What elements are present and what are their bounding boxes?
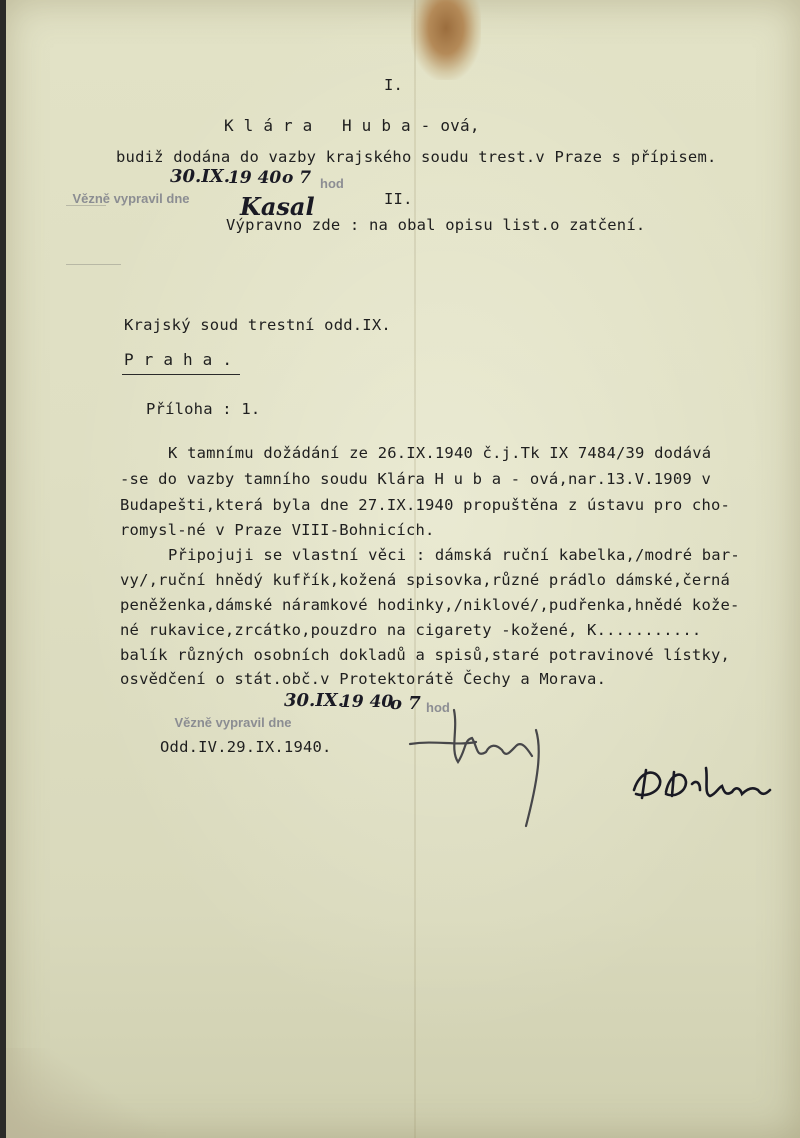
instruction-line: budiž dodána do vazby krajského soudu trest.v Praze s přípisem.: [116, 148, 717, 166]
paragraph-1-line-4: romysl-né v Praze VIII-Bohnicích.: [120, 521, 435, 539]
handwritten-signature-kasal: Kasal: [240, 192, 315, 221]
stamp-handwritten-date: 30.IX.: [284, 690, 344, 711]
paragraph-2-line-2: vy/,ruční hnědý kufřík,kožená spisovka,různé prádlo dámské,černá: [120, 571, 731, 589]
paragraph-1-line-1: K tamnímu dožádání ze 26.IX.1940 č.j.Tk IX 7484/39 dodává: [168, 444, 712, 462]
paragraph-2-line-6: osvědčení o stát.obč.v Protektorátě Čechy a Morava.: [120, 670, 607, 688]
signature-middle: [406, 700, 576, 830]
paragraph-2-line-4: né rukavice,zrcátko,pouzdro na cigarety -kožené, K...........: [120, 621, 702, 639]
stamp-handwritten-date: 30.IX.: [170, 166, 230, 187]
paragraph-1-line-2: -se do vazby tamního soudu Klára H u b a - ová,nar.13.V.1909 v: [120, 470, 711, 488]
paragraph-1-line-3: Budapešti,která byla dne 27.IX.1940 propuštěna z ústavu pro cho-: [120, 496, 731, 514]
stamp-handwritten-year: 19 40: [228, 168, 282, 188]
footer-date-line: Odd.IV.29.IX.1940.: [160, 738, 332, 756]
bleed-mark: [66, 264, 121, 265]
document-page: [6, 0, 800, 1138]
attachment-line: Příloha : 1.: [146, 400, 261, 418]
stamp-prefix: Vězně vypravil dne: [72, 191, 190, 206]
paragraph-2-line-3: peněženka,dámské náramkové hodinky,/niklové/,pudřenka,hnědé kože-: [120, 596, 740, 614]
section-two-heading: II.: [384, 190, 413, 208]
section-one-heading: I.: [384, 76, 404, 94]
dispatch-line: Výpravno zde : na obal opisu list.o zatčení.: [226, 216, 646, 234]
paper-stain: [411, 0, 481, 80]
stamp-prefix: Vězně vypravil dne: [174, 715, 292, 730]
signature-right: [626, 750, 776, 820]
paper-fold: [414, 0, 416, 1138]
stamp-handwritten-year: 19 40: [340, 692, 394, 712]
name-line: K l á r a H u b a - ová,: [224, 116, 480, 135]
address-underline: [122, 374, 240, 375]
stamp-handwritten-hour: o 7: [390, 693, 421, 714]
city-addressee: P r a h a .: [124, 350, 233, 369]
paragraph-2-line-5: balík různých osobních dokladů a spisů,staré potravinové lístky,: [120, 646, 731, 664]
paper-wear: [6, 1048, 166, 1138]
stamp-suffix: hod: [426, 700, 450, 715]
stamp-handwritten-hour: o 7: [282, 168, 312, 188]
stamp-suffix: hod: [320, 176, 344, 191]
paragraph-2-line-1: Připojuji se vlastní věci : dámská ruční kabelka,/modré bar-: [168, 546, 740, 564]
court-addressee: Krajský soud trestní odd.IX.: [124, 316, 391, 334]
